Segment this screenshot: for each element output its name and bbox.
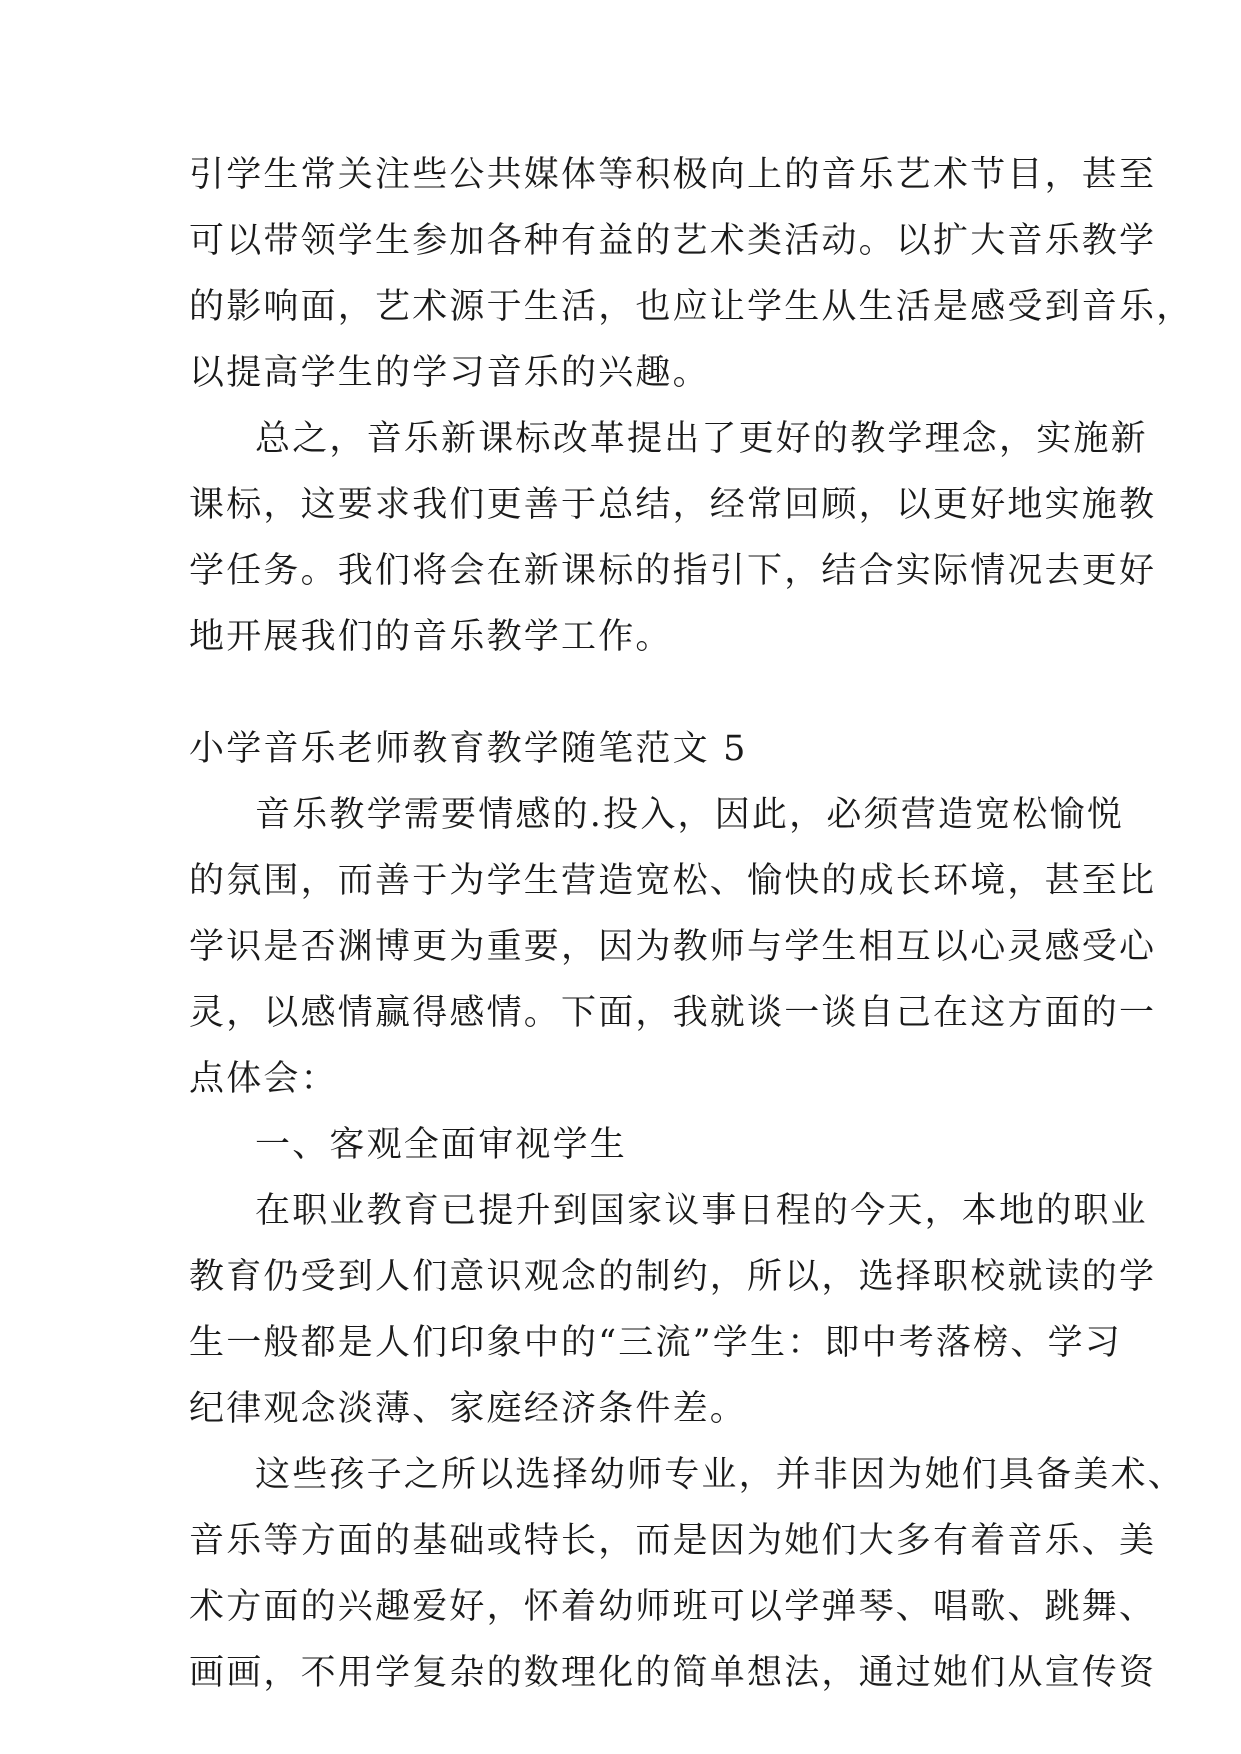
text-line: 生一般都是人们印象中的“三流”学生：即中考落榜、学习 (189, 1323, 1122, 1363)
text-line: 引学生常关注些公共媒体等积极向上的音乐艺术节目，甚至 (189, 155, 1157, 195)
text-line: 点体会： (189, 1059, 338, 1099)
text-line: 学任务。我们将会在新课标的指引下，结合实际情况去更好 (189, 551, 1157, 591)
text-line: 音乐等方面的基础或特长，而是因为她们大多有着音乐、美 (189, 1521, 1157, 1561)
text-line: 可以带领学生参加各种有益的艺术类活动。以扩大音乐教学 (189, 221, 1157, 261)
text-line: 的氛围，而善于为学生营造宽松、愉快的成长环境，甚至比 (189, 861, 1157, 901)
text-line: 总之，音乐新课标改革提出了更好的教学理念，实施新 (255, 419, 1148, 459)
text-line: 学识是否渊博更为重要，因为教师与学生相互以心灵感受心 (189, 927, 1157, 967)
text-line: 画画，不用学复杂的数理化的简单想法，通过她们从宣传资 (189, 1653, 1157, 1693)
text-line: 纪律观念淡薄、家庭经济条件差。 (189, 1389, 748, 1429)
text-line: 地开展我们的音乐教学工作。 (189, 617, 673, 657)
text-line: 的影响面，艺术源于生活，也应让学生从生活是感受到音乐， (189, 287, 1194, 327)
text-line: 课标，这要求我们更善于总结，经常回顾，以更好地实施教 (189, 485, 1157, 525)
subheading: 一、客观全面审视学生 (255, 1125, 628, 1165)
text-line: 在职业教育已提升到国家议事日程的今天，本地的职业 (255, 1191, 1148, 1231)
text-line: 术方面的兴趣爱好，怀着幼师班可以学弹琴、唱歌、跳舞、 (189, 1587, 1157, 1627)
text-line: 教育仍受到人们意识观念的制约，所以，选择职校就读的学 (189, 1257, 1157, 1297)
text-line: 灵，以感情赢得感情。下面，我就谈一谈自己在这方面的一 (189, 993, 1157, 1033)
text-line: 以提高学生的学习音乐的兴趣。 (189, 353, 710, 393)
text-line: 音乐教学需要情感的.投入，因此，必须营造宽松愉悦 (255, 795, 1124, 835)
section-heading: 小学音乐老师教育教学随笔范文 5 (189, 729, 748, 769)
text-line: 这些孩子之所以选择幼师专业，并非因为她们具备美术、 (255, 1455, 1186, 1495)
